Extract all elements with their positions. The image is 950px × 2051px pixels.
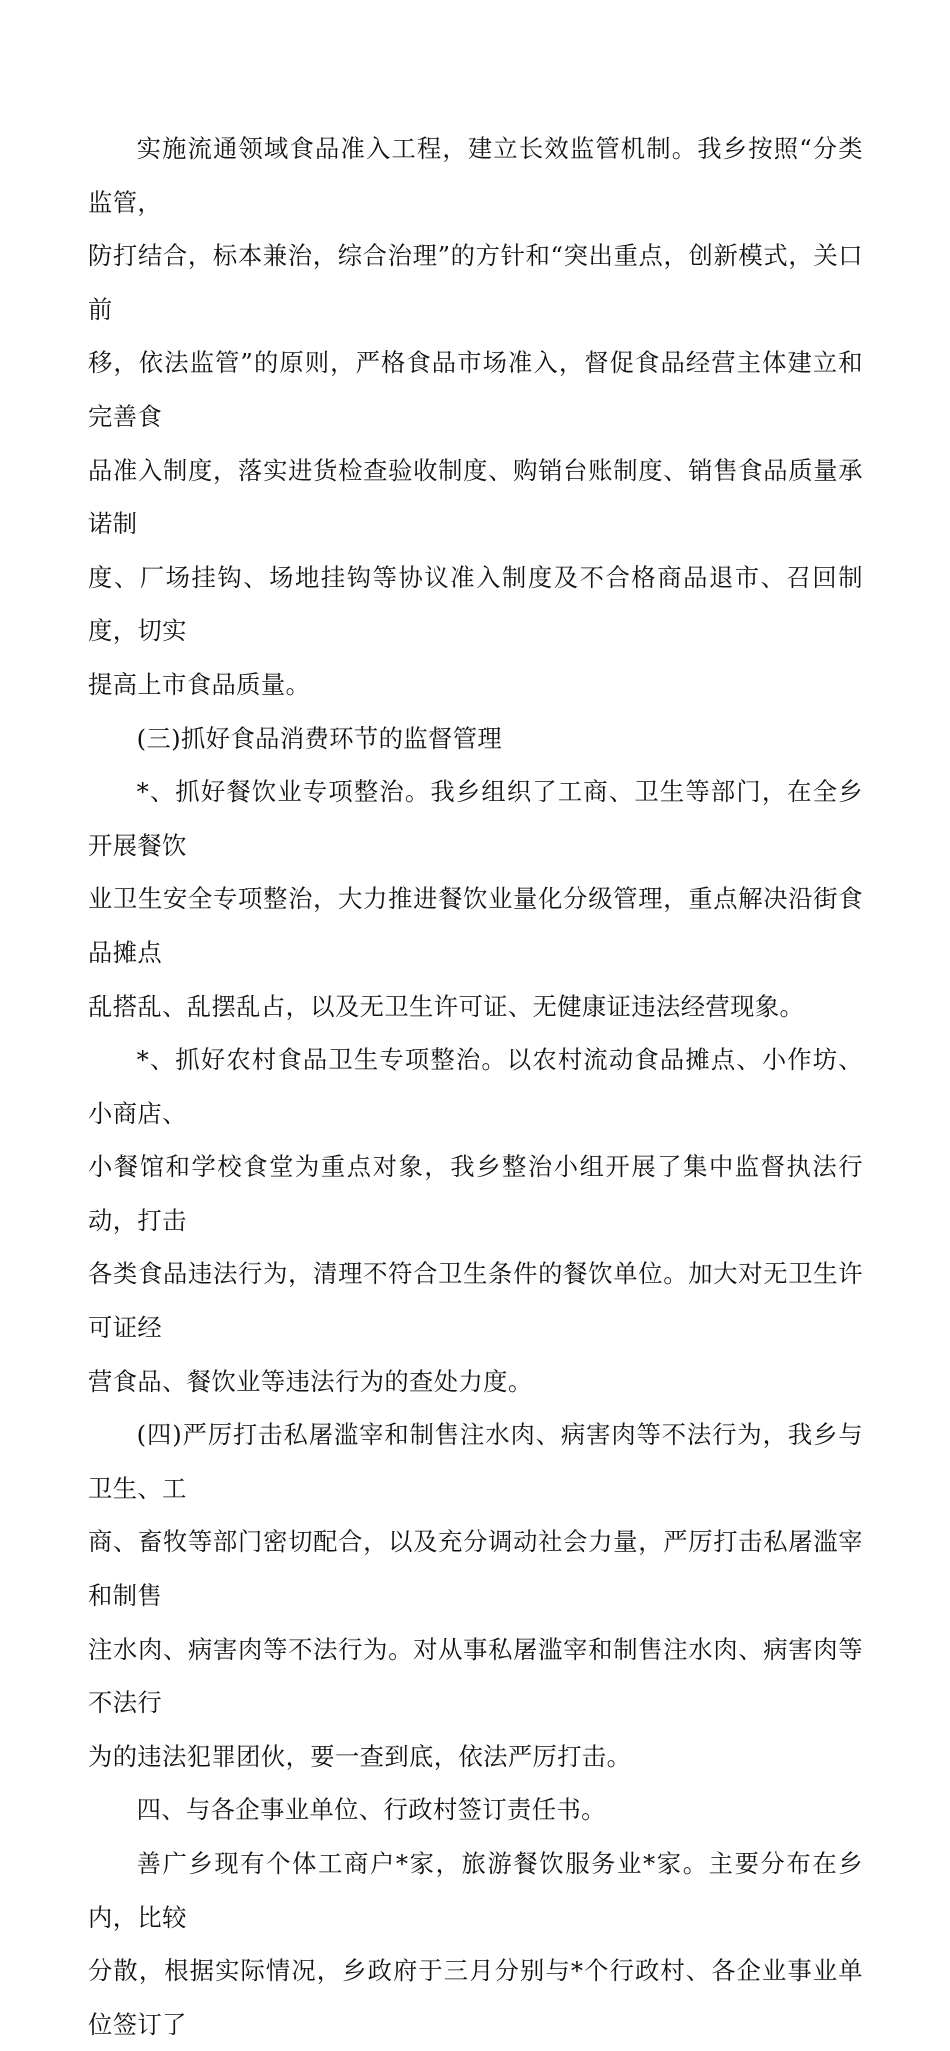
section-heading-responsibility-letter: 四、与各企事业单位、行政村签订责任书。 — [136, 1795, 606, 1825]
paragraph-food-access: 实施流通领域食品准入工程，建立长效监管机制。我乡按照“分类监管， 防打结合，标本兼治，综合治理”的方针和“突出重点，创新模式，关口前 移，依法监管”的原则，严格食品市场准入，督促食品经营主体建立和完善食 品准入制度，落实进货检查验收制度、购销台账制度、销售食品质量承诺制 度、厂场挂钩、场地挂钩等协议准入制度及不合格商品退市、召回制度，切实 提高上市食品质量。 — [88, 134, 863, 699]
paragraph-business-households: 善广乡现有个体工商户*家，旅游餐饮服务业*家。主要分布在乡内，比较 分散，根据实际情况，乡政府于三月分别与*个行政村、各企业事业单位签订了 — [88, 1849, 863, 2039]
paragraph-illegal-slaughter: (四)严厉打击私屠滥宰和制售注水肉、病害肉等不法行为，我乡与卫生、工 商、畜牧等部门密切配合，以及充分调动社会力量，严厉打击私屠滥宰和制售 注水肉、病害肉等不法行为。对从事私屠滥宰和制售注水肉、病害肉等不法行 为的违法犯罪团伙，要一查到底，依法严厉打击。 — [88, 1420, 863, 1771]
paragraph-catering-rectification: *、抓好餐饮业专项整治。我乡组织了工商、卫生等部门，在全乡开展餐饮 业卫生安全专项整治，大力推进餐饮业量化分级管理，重点解决沿街食品摊点 乱搭乱、乱摆乱占，以及无卫生许可证、无健康证违法经营现象。 — [88, 777, 863, 1021]
document-body — [88, 122, 863, 2051]
section-heading-consumption-supervision: (三)抓好食品消费环节的监督管理 — [136, 723, 503, 753]
paragraph-rural-food-rectification: *、抓好农村食品卫生专项整治。以农村流动食品摊点、小作坊、小商店、 小餐馆和学校食堂为重点对象，我乡整治小组开展了集中监督执法行动，打击 各类食品违法行为，清理不符合卫生条件的餐饮单位。加大对无卫生许可证经 营食品、餐饮业等违法行为的查处力度。 — [88, 1045, 863, 1396]
